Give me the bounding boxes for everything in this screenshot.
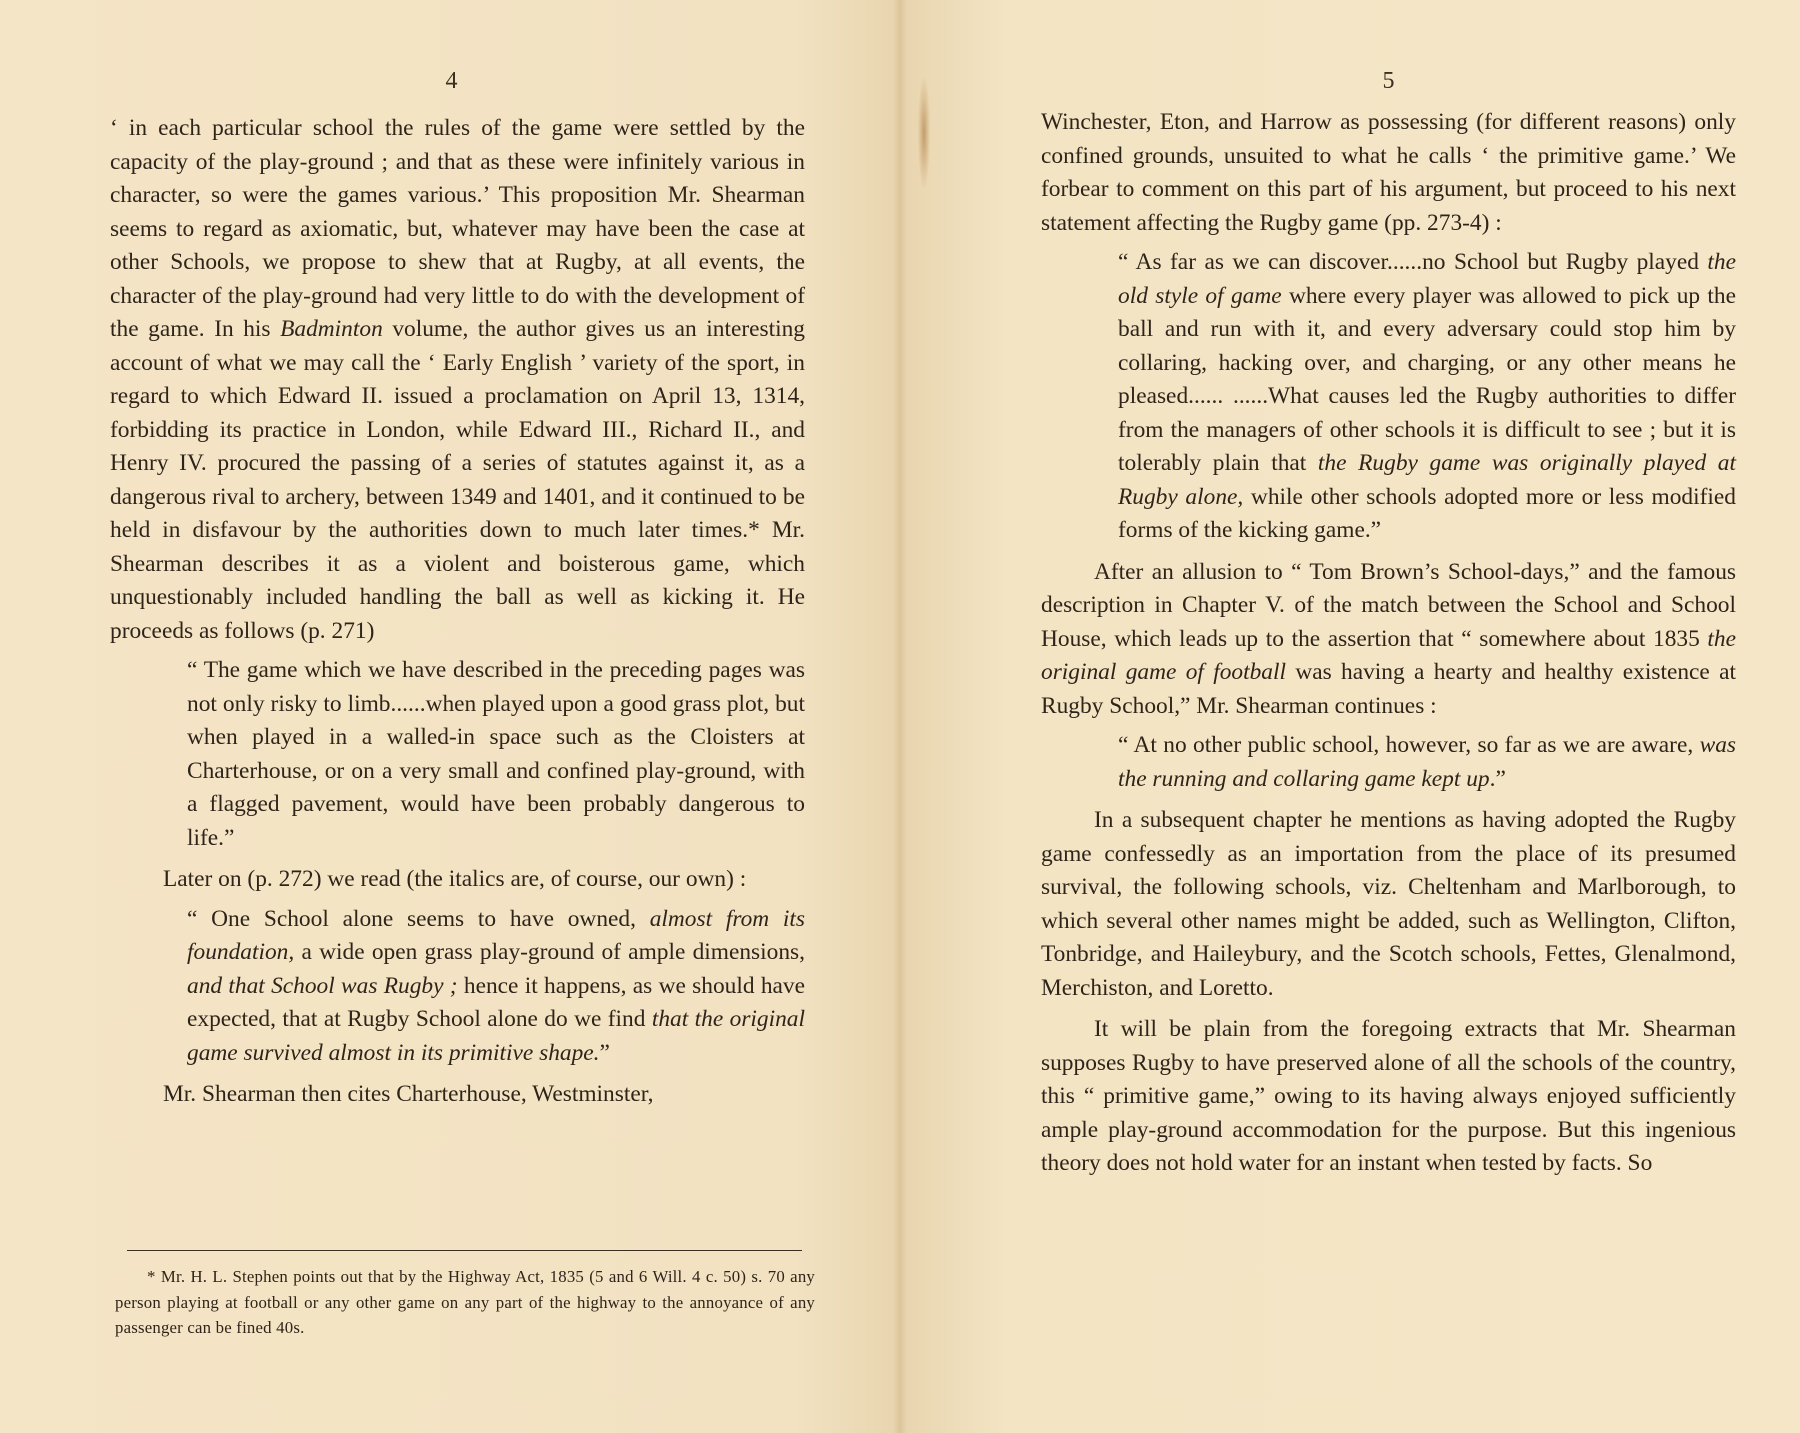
italic-text: almost from its foundation, [187, 905, 806, 965]
text-run: a wide open grass play-ground of ample dimensions, [294, 939, 805, 965]
text-run: .” [1489, 765, 1506, 792]
text-run: volume, the author gives us an interesting account of what we may call the ‘ Early English ’ variety of the sport, in regard to which Edward II. issued a proclamation on April 13, 1314, forbidding its practice in London, while Edward III., Richard II., and Henry IV. procured the passing of a series of statutes against it, as a dangerous rival to archery, between 1349 and 1401, and it continued to be held in disfavour by the authorities down to much later times.* Mr. Shearman describes it as a violent and boisterous game, which unquestionably included handling the ball as well as kicking it. He proceeds as follows (p. 271) [110, 316, 806, 644]
gutter-stain [918, 78, 930, 188]
page-number: 5 [1382, 68, 1395, 94]
italic-text: the Rugby game was originally played at Rugby alone, [1118, 450, 1736, 510]
text-run: “ As far as we can discover......no School but Rugby played [1118, 249, 1708, 275]
text-run: ” [599, 1039, 610, 1066]
text-run: hence it happens, as we should have expected, that at Rugby School alone do we find [187, 972, 805, 1032]
text-run: ‘ in each particular school the rules of the game were settled by the capacity of the play-ground ; and that as these were infinitely various in character, so were the games various.’ This proposition Mr. Shearman seems to regard as axiomatic, but, whatever may have been the case at other Schools, we propose to shew that at Rugby, at all events, the character of the play-ground had very little to do with the development of the game. In his [110, 115, 805, 342]
right-page-body [1041, 106, 1736, 1181]
italic-text: the old style of game [1118, 249, 1736, 309]
left-page-body [110, 112, 805, 1112]
italic-text: that the original game survived almost in its primitive shape. [187, 1006, 805, 1066]
block-quote [187, 903, 805, 1071]
text-run: was having a hearty and healthy existence at Rugby School,” Mr. Shearman continues : [1041, 659, 1736, 719]
footnote-rule [127, 1250, 802, 1251]
paragraph: In a subsequent chapter he mentions as having adopted the Rugby game confessedly as an importation from the place of its presumed survival, the following schools, viz. Cheltenham and Marlborough, to which several other names might be added, such as Wellington, Clifton, Tonbridge, and Haileybury, and the Scotch schools, Fettes, Glenalmond, Merchiston, and Loretto. [1041, 807, 1736, 1001]
paragraph [110, 112, 805, 648]
italic-text: Badminton [280, 316, 383, 342]
left-page [110, 0, 815, 1433]
text-run: “ One School alone seems to have owned, [187, 905, 650, 932]
right-page [1041, 0, 1736, 1433]
paragraph: It will be plain from the foregoing extracts that Mr. Shearman supposes Rugby to have preserved alone of all the schools of the country, this “ primitive game,” owing to its having always enjoyed sufficiently ample play-ground accommodation for the purpose. But this ingenious theory does not hold water for an instant when tested by facts. So [1041, 1016, 1736, 1176]
italic-text: and that School was Rugby ; [187, 972, 458, 999]
text-run: After an allusion to “ Tom Brown’s School-days,” and the famous description in Chapter V. of the match between the School and School House, which leads up to the assertion that “ somewhere about 1835 [1041, 558, 1736, 652]
page-number: 4 [445, 68, 458, 94]
paragraph: Later on (p. 272) we read (the italics are, of course, our own) : [163, 866, 747, 892]
italic-text: was the running and collaring game kept up [1118, 732, 1736, 792]
text-run: while other schools adopted more or less modified forms of the kicking game.” [1118, 483, 1736, 543]
italic-text: the original game of football [1041, 625, 1736, 685]
block-quote [1118, 246, 1736, 548]
paragraph: Winchester, Eton, and Harrow as possessing (for different reasons) only confined grounds, unsuited to what he calls ‘ the primitive game.’ We forbear to comment on this part of his argument, but proceed to his next statement affecting the Rugby game (pp. 273-4) : [1041, 109, 1736, 236]
footnote [115, 1264, 815, 1341]
paragraph: Mr. Shearman then cites Charterhouse, Westminster, [163, 1081, 654, 1107]
text-run: “ At no other public school, however, so far as we are aware, [1118, 732, 1700, 758]
block-quote [1118, 729, 1736, 796]
block-quote: “ The game which we have described in the preceding pages was not only risky to limb......when played upon a good grass plot, but when played in a walled-in space such as the Cloisters at Charterhouse, or on a very small and confined play-ground, with a flagged pavement, would have been probably dangerous to life.” [187, 657, 805, 851]
footnote-text: * Mr. H. L. Stephen points out that by the Highway Act, 1835 (5 and 6 Will. 4 c. 50) s. 70 any person playing at football or any other game on any part of the highway to the annoyance of any passenger can be fined 40s. [115, 1267, 815, 1337]
paragraph [1041, 556, 1736, 724]
text-run: where every player was allowed to pick up the ball and run with it, and every adversary could stop him by collaring, hacking over, and charging, or any other means he pleased...... ......What causes led the Rugby authorities to differ from the managers of other schools it is difficult to see ; but it is tolerably plain that [1118, 282, 1737, 476]
